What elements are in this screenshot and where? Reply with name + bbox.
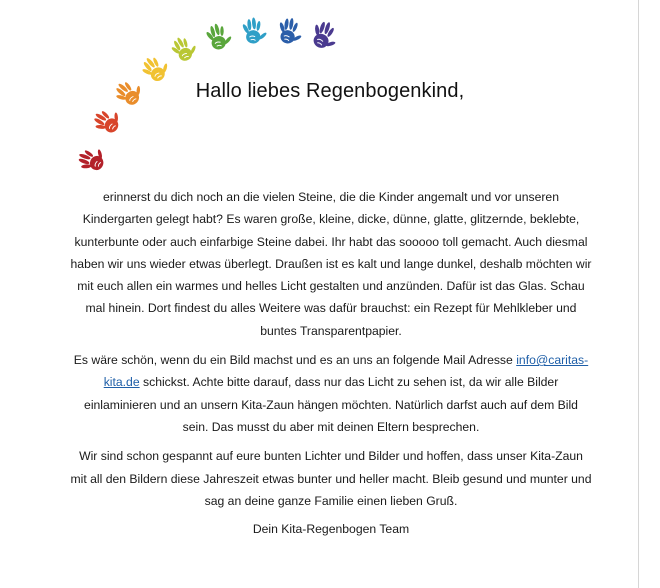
handprint-blue — [276, 16, 304, 45]
paragraph-closing: Wir sind schon gespannt auf eure bunten Lichter und Bilder und hoffen, dass unser Kita-Zaun mit all den Bildern diese Jahreszeit etwas bunter und heller macht. Bleib gesund und munter und sag an deine ganze Familie einen lieben Gruß. — [70, 449, 592, 508]
handprint-red-orange — [90, 103, 125, 138]
letter-signature: Dein Kita-Regenbogen Team — [252, 522, 410, 536]
email-link[interactable]: info@caritas-kita.de — [103, 353, 589, 390]
letter-heading: Hallo liebes Regenbogenkind, — [195, 80, 465, 102]
page-edge-divider — [638, 0, 639, 588]
handprint-green — [204, 20, 235, 51]
paragraph-email-rest: schickst. Achte bitte darauf, dass nur das Licht zu sehen ist, da wir alle Bilder einlaminieren und an unsern Kita-Zaun hängen möchten. Natürlich darfst auch auf dem Bild sein. Das musst du aber mit deinen Eltern besprechen. — [84, 375, 578, 434]
paragraph-email-intro: Es wäre schön, wenn du ein Bild machst und es an uns an folgende Mail Adresse — [73, 353, 517, 368]
handprint-light-blue — [241, 16, 268, 44]
paragraph-stones: erinnerst du dich noch an die vielen Steine, die die Kinder angemalt und vor unseren Kindergarten gelegt habt? Es waren große, kleine, dicke, dünne, glatte, glitzernde, beklebte, kunterbunte oder auch einfarbige Steine dabei. Ihr habt das sooooo toll gemacht. Auch diesmal haben wir uns wieder etwas überlegt. Draußen ist es kalt und lange dunkel, deshalb möchten wir mit euch allen ein warmes und helles Licht gestalten und anzünden. Dafür ist das Glas. Schau mal hinein. Dort findest du alles Weitere was dafür brauchst: ein Rezept für Mehlkleber und buntes Transparentpapier. — [70, 190, 592, 338]
handprint-violet — [308, 18, 341, 52]
handprint-orange — [111, 74, 147, 110]
paragraph-email — [70, 349, 592, 438]
handprint-lime — [168, 32, 201, 65]
handprint-red — [78, 143, 108, 175]
letter-body — [70, 186, 592, 519]
